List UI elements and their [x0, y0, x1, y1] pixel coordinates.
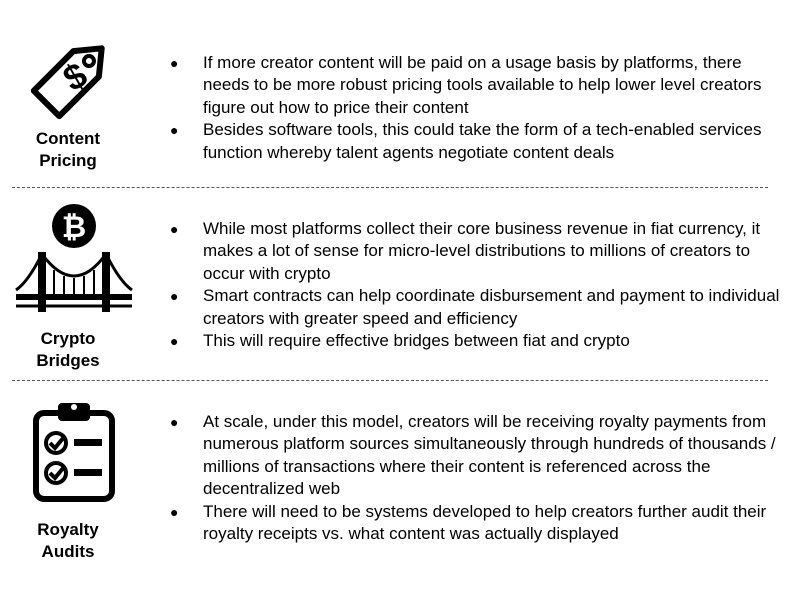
bullet-item	[170, 501, 780, 546]
section-crypto-bridges	[0, 188, 800, 380]
bullet-dot: ●	[170, 503, 179, 520]
bullet-dot: ●	[170, 333, 179, 350]
label-crypto-bridges	[0, 328, 136, 372]
bullet-item	[170, 119, 780, 164]
bullet-item	[170, 330, 780, 352]
bullet-text: This will require effective bridges between fiat and crypto	[203, 331, 630, 351]
bullet-text: If more creator content will be paid on a usage basis by platforms, there needs to be more robust pricing tools available to help lower level creators figure out how to price their content	[203, 53, 762, 117]
label-line1: Royalty	[37, 520, 99, 539]
label-royalty-audits	[0, 519, 136, 563]
svg-text:₿: ₿	[61, 211, 87, 244]
clipboard-checklist-icon	[30, 399, 118, 503]
bullet-text: At scale, under this model, creators will be receiving royalty payments from numerous platform sources simultaneously through hundreds of thousands / millions of transactions where their content is referenced across the decentralized web	[203, 412, 776, 499]
bullet-dot: ●	[170, 288, 179, 305]
bullet-text: Smart contracts can help coordinate disbursement and payment to individual creators with greater speed and efficiency	[203, 286, 780, 328]
bullet-item	[170, 52, 780, 119]
svg-text:$: $	[56, 53, 94, 100]
label-content-pricing	[0, 128, 136, 172]
label-line2: Bridges	[36, 351, 100, 370]
bullet-dot: ●	[170, 221, 179, 237]
section-royalty-audits	[0, 381, 800, 600]
price-tag-icon	[22, 30, 122, 126]
bullet-dot: ●	[170, 414, 179, 430]
bullet-dot: ●	[170, 122, 179, 139]
bullet-item	[170, 218, 780, 285]
bullet-text: There will need to be systems developed to help creators further audit their royalty receipts vs. what content was actually displayed	[203, 501, 767, 544]
label-line2: Pricing	[39, 151, 97, 170]
label-line2: Audits	[41, 542, 95, 561]
bullet-text: While most platforms collect their core business revenue in fiat currency, it makes a lot of sense for micro-level distributions to millions of creators to occur with crypto	[203, 219, 761, 283]
bullet-item	[170, 285, 780, 330]
bullet-item	[170, 411, 780, 501]
bitcoin-bridge-icon	[14, 202, 134, 322]
bullet-list	[170, 52, 780, 164]
bullet-dot: ●	[170, 55, 179, 71]
section-content-pricing	[0, 0, 800, 188]
label-line1: Content	[35, 129, 101, 148]
label-line1: Crypto	[40, 329, 96, 348]
bullet-list	[170, 411, 780, 545]
bullet-list	[170, 218, 780, 352]
bullet-text: Besides software tools, this could take the form of a tech-enabled services function whereby talent agents negotiate content deals	[203, 120, 762, 162]
